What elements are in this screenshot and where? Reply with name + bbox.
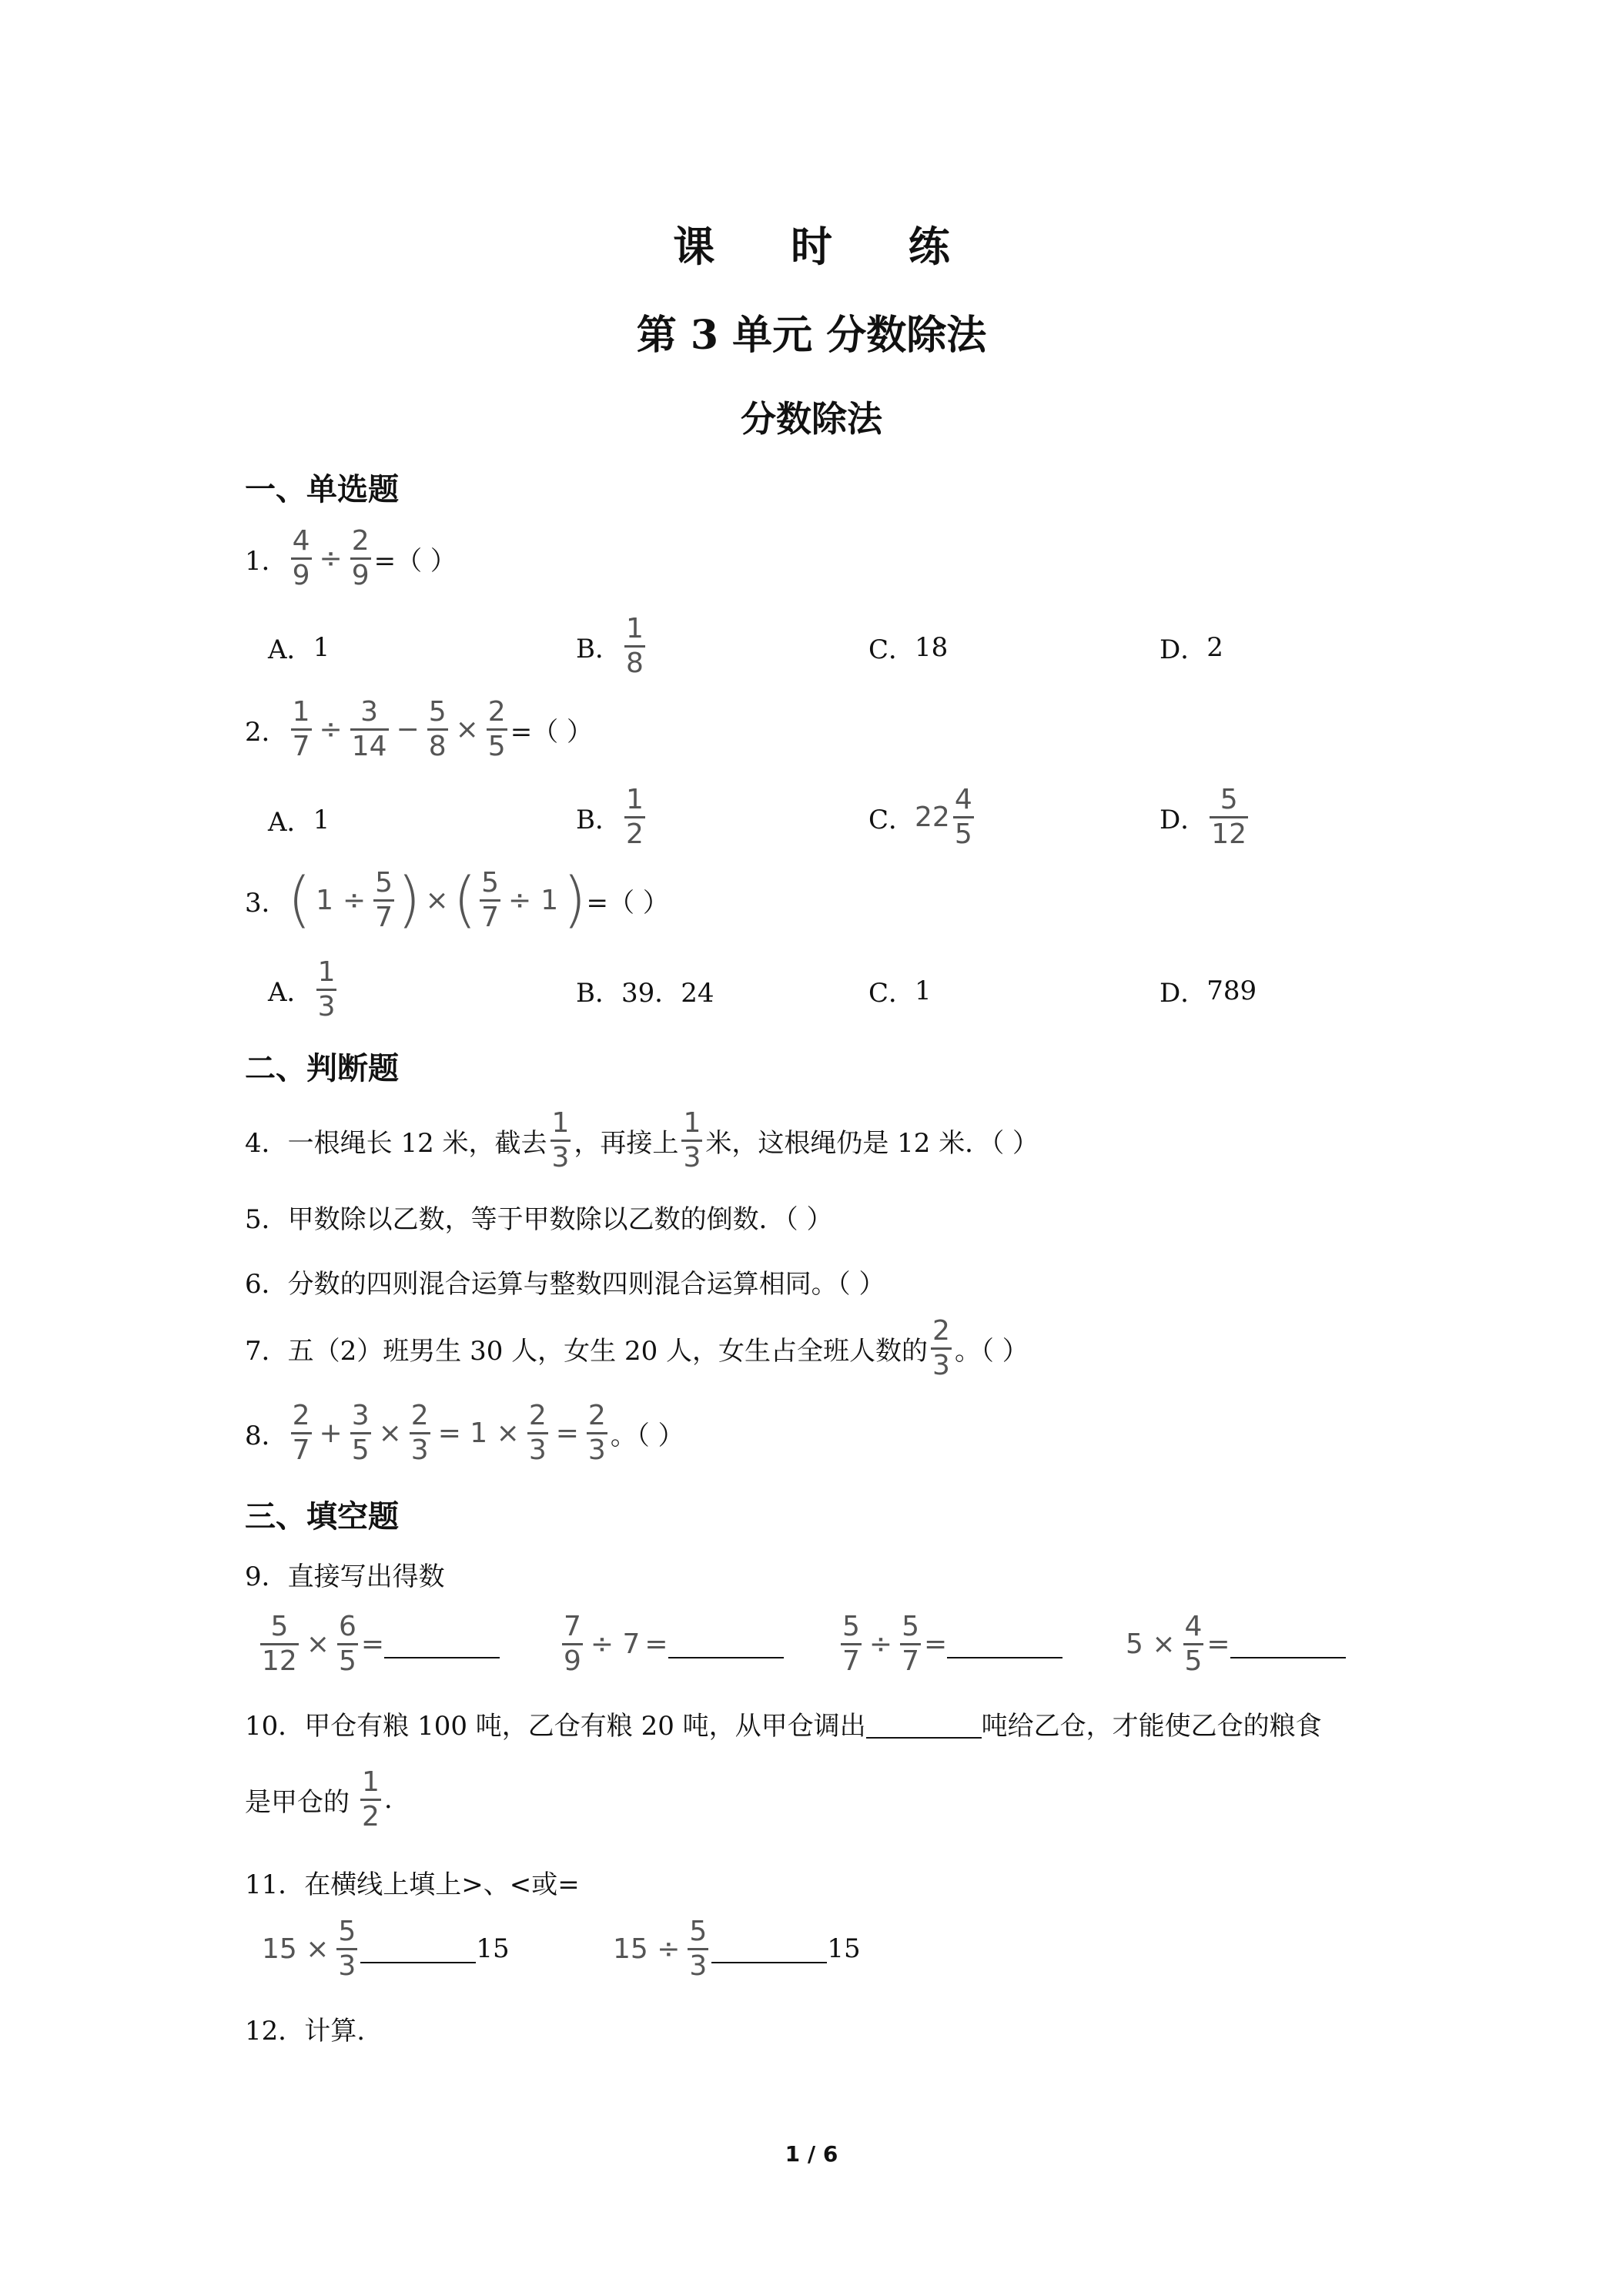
- option-a[interactable]: A． $\frac{1}{3}$: [268, 956, 336, 1022]
- comparison-2: 15 ÷ $\frac{5}{3}$ 15: [613, 1916, 861, 1982]
- question-9: 9． 直接写出得数: [245, 1561, 445, 1592]
- option-d[interactable]: D． 789: [1160, 975, 1257, 1009]
- question-11: 11． 在横线上填上>、<或=: [245, 1869, 580, 1900]
- answer-paren: =（ ）: [586, 887, 669, 919]
- question-5: 5． 甲数除以乙数，等于甲数除以乙数的倒数．（ ）: [245, 1204, 833, 1235]
- question-10-cont: 是甲仓的 $\frac{1}{2}$ .: [245, 1766, 393, 1832]
- option-d[interactable]: D． 2: [1160, 631, 1223, 665]
- section-fill-in: 三、填空题: [245, 1498, 399, 1535]
- fraction: $\frac{4}{9}$: [292, 525, 310, 591]
- option-b[interactable]: B． $\frac{1}{8}$: [576, 613, 644, 679]
- answer-blank[interactable]: [668, 1629, 784, 1658]
- unit-title: 第 3 单元 分数除法: [636, 312, 987, 359]
- answer-paren: =（ ）: [373, 545, 457, 577]
- lesson-title: 分数除法: [741, 398, 882, 440]
- option-c[interactable]: C． 18: [868, 631, 949, 665]
- answer-blank[interactable]: [1230, 1629, 1346, 1658]
- answer-paren: =（ ）: [510, 716, 593, 748]
- option-d[interactable]: D． $\frac{5}{12}$: [1160, 784, 1247, 850]
- answer-blank[interactable]: [360, 1934, 476, 1963]
- question-2: 2． $\frac{1}{7}$ ÷ $\frac{3}{14}$ − $\frac{5}{8}$ × $\frac{2}{5}$ =（ ）: [245, 696, 593, 762]
- question-3: 3． ( 1 ÷ $\frac{5}{7}$ ) × ( $\frac{5}{7}$ ÷ 1 ) =（ ）: [245, 865, 669, 935]
- question-12: 12． 计算.: [245, 2016, 366, 2047]
- comparison-1: 15 × $\frac{5}{3}$ 15: [262, 1916, 510, 1982]
- option-a[interactable]: A． 1: [268, 804, 330, 838]
- expression-2: $\frac{7}{9}$ ÷ 7 =: [559, 1612, 784, 1676]
- answer-blank[interactable]: [384, 1629, 500, 1658]
- section-single-choice: 一、单选题: [245, 471, 399, 507]
- option-b[interactable]: B． $\frac{1}{2}$: [576, 784, 644, 850]
- expression-3: $\frac{5}{7}$ ÷ $\frac{5}{7}$ =: [838, 1612, 1062, 1676]
- section-true-false: 二、判断题: [245, 1050, 399, 1086]
- question-number: 2．: [245, 716, 288, 748]
- answer-blank[interactable]: [866, 1709, 982, 1739]
- question-7: 7． 五（2）班男生 30 人，女生 20 人，女生占全班人数的 $\frac{2}{3}$ 。（ ）: [245, 1315, 1029, 1381]
- option-a[interactable]: A． 1: [268, 631, 330, 665]
- page-number: 1 / 6: [785, 2141, 838, 2167]
- question-4: 4． 一根绳长 12 米，截去 $\frac{1}{3}$ ，再接上 $\frac{1}{3}$ 米，这根绳仍是 12 米．（ ）: [245, 1107, 1039, 1173]
- operator: ÷: [319, 542, 343, 574]
- option-c[interactable]: C． 22 $\frac{4}{5}$: [868, 784, 972, 850]
- question-8: 8． $\frac{2}{7}$ + $\frac{3}{5}$ × $\frac{2}{3}$ = 1 × $\frac{2}{3}$ = $\frac{2}{3}$ 。（ ）: [245, 1400, 684, 1466]
- question-6: 6． 分数的四则混合运算与整数四则混合运算相同。（ ）: [245, 1269, 885, 1300]
- option-b[interactable]: B． 39．24: [576, 978, 714, 1009]
- answer-blank[interactable]: [711, 1934, 827, 1963]
- question-number: 1．: [245, 545, 288, 577]
- option-c[interactable]: C． 1: [868, 975, 932, 1009]
- expression-1: $\frac{5}{12}$ × $\frac{6}{5}$ =: [257, 1612, 500, 1676]
- question-number: 3．: [245, 887, 288, 919]
- question-10: 10． 甲仓有粮 100 吨，乙仓有粮 20 吨，从甲仓调出 吨给乙仓，才能使乙仓的粮食: [245, 1705, 1322, 1742]
- question-1: [245, 527, 457, 591]
- fraction: $\frac{2}{9}$: [351, 525, 370, 591]
- document-title: 课 时 练: [673, 222, 981, 271]
- answer-blank[interactable]: [947, 1629, 1062, 1658]
- expression-4: 5 × $\frac{4}{5}$ =: [1121, 1612, 1346, 1676]
